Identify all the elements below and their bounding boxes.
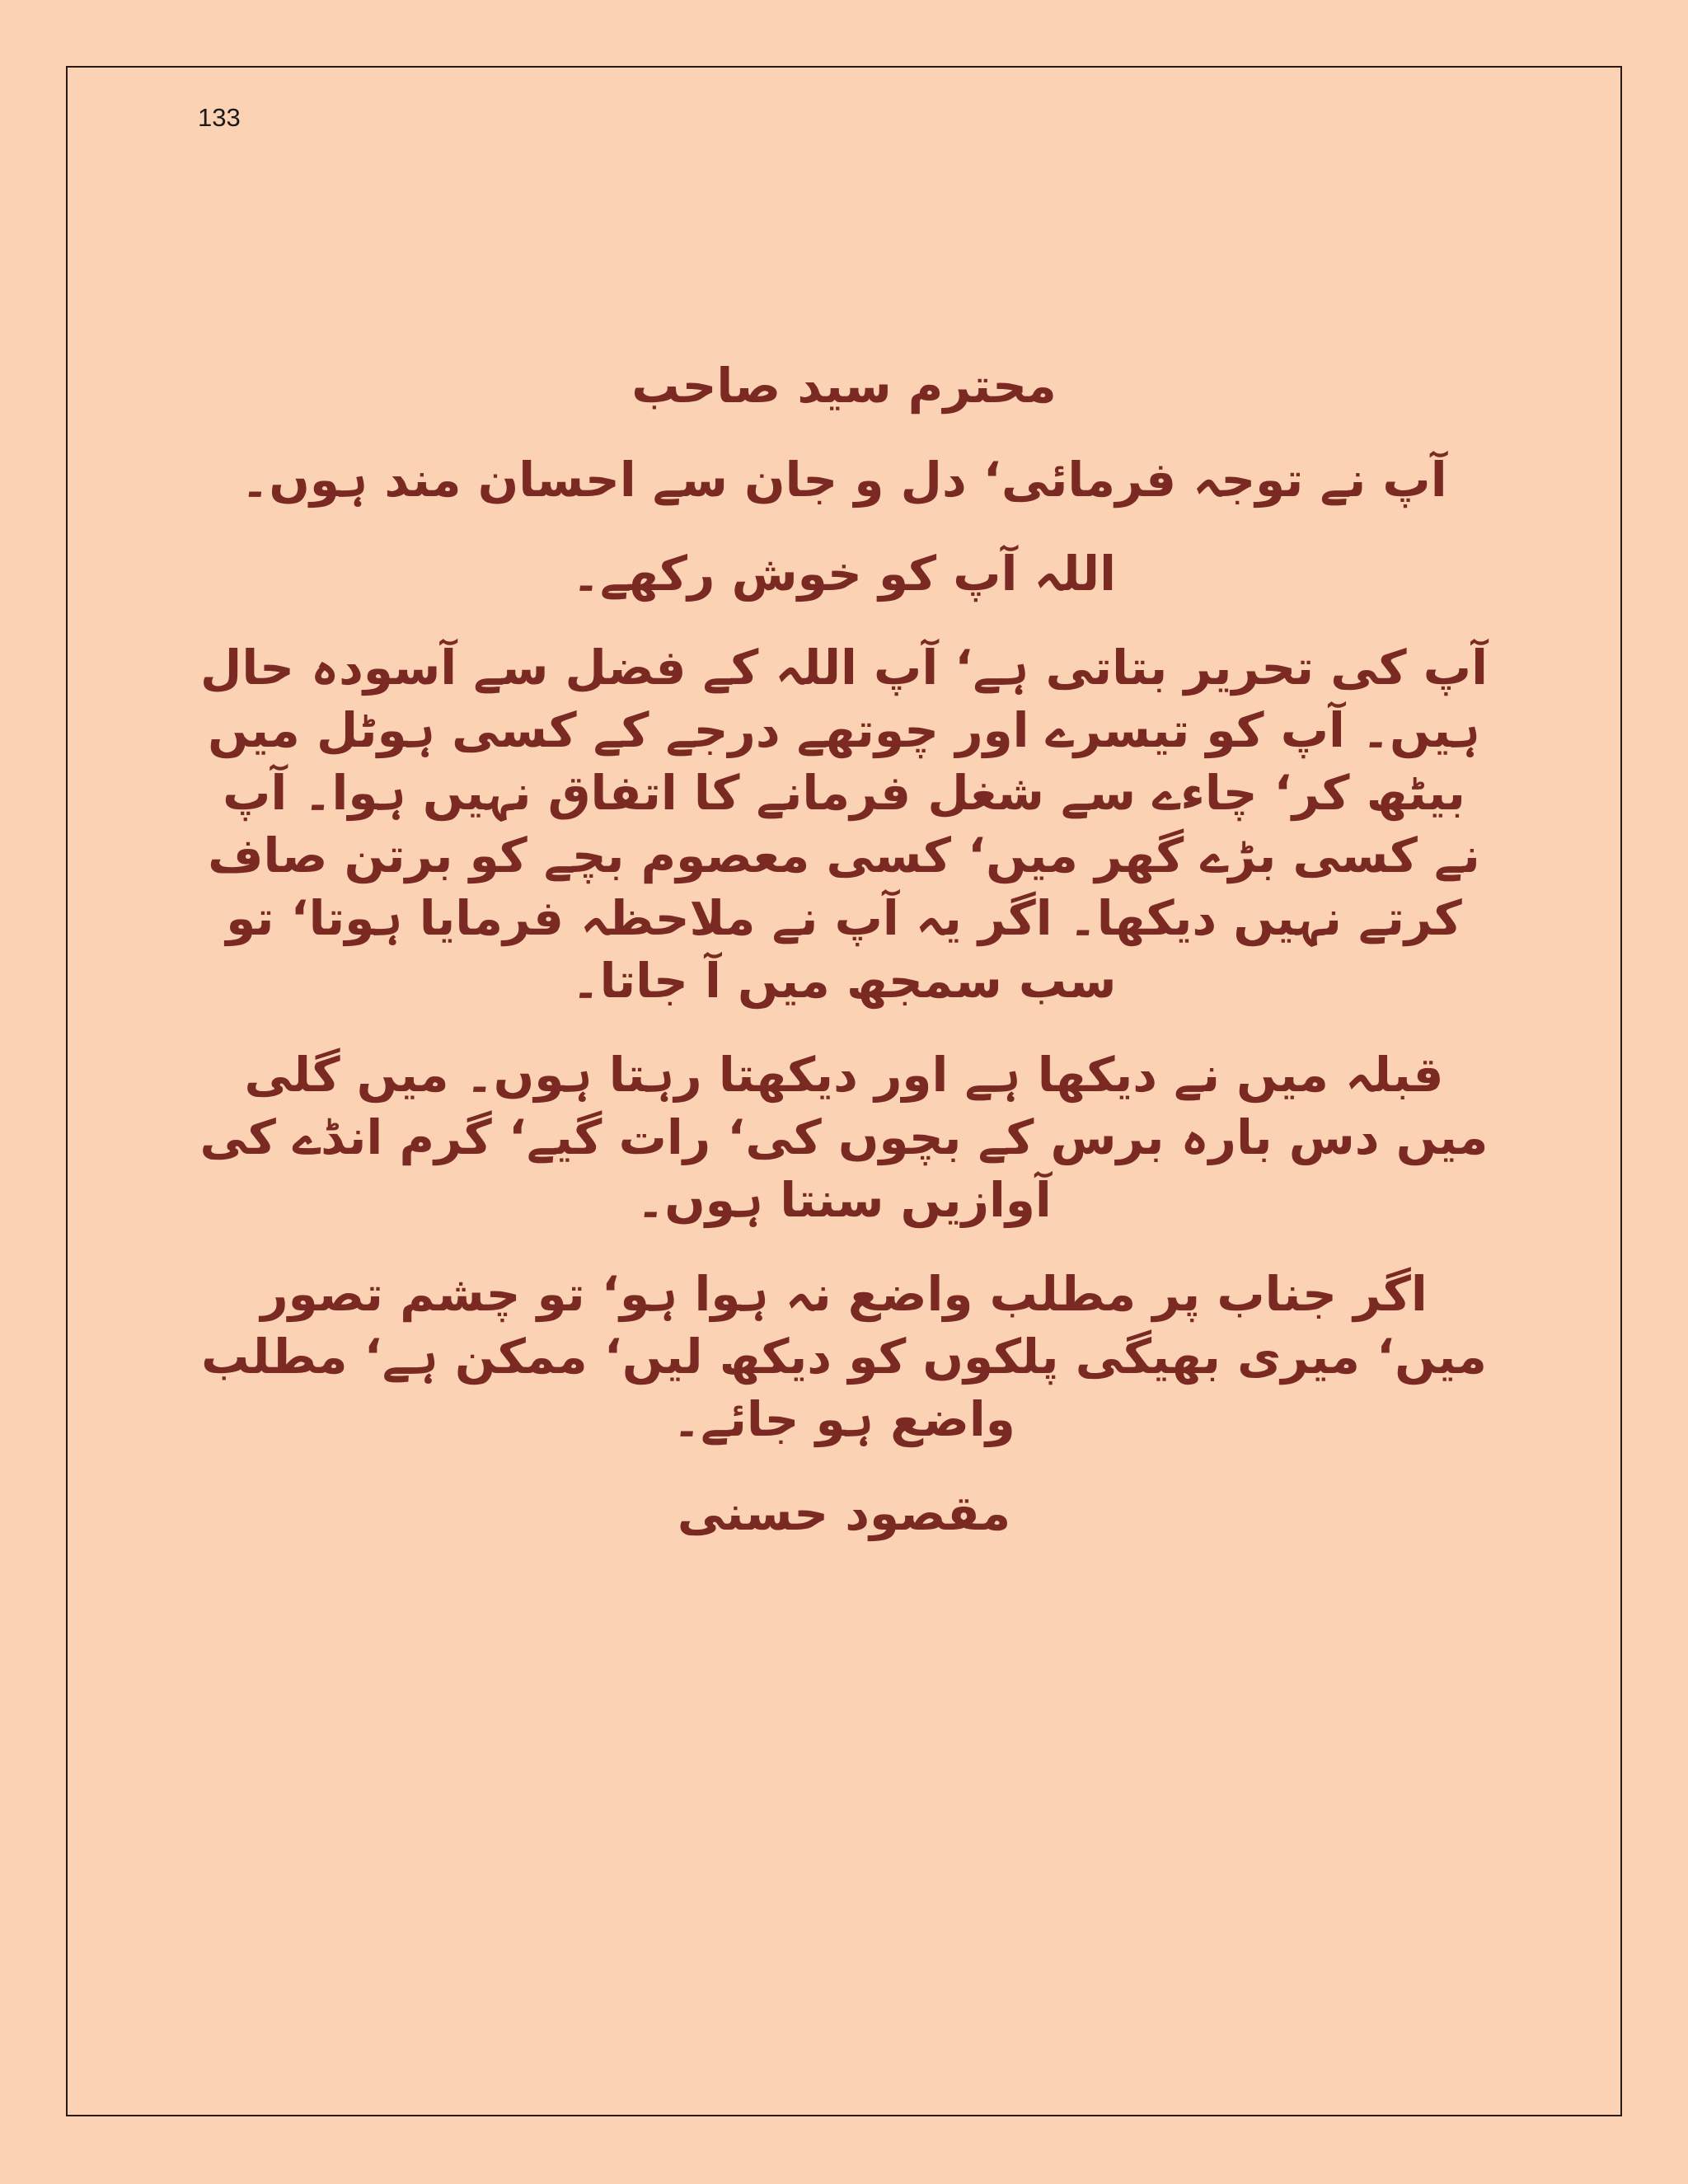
letter-line-1: آپ نے توجہ فرمائی‘ دل و جان سے احسان مند ہوں۔ — [241, 452, 1447, 508]
page-number: 133 — [198, 103, 241, 132]
letter-line-2: اللہ آپ کو خوش رکھے۔ — [572, 546, 1116, 602]
letter-salutation: محترم سید صاحب — [631, 358, 1057, 414]
letter-paragraph-3: اگر جناب پر مطلب واضع نہ ہوا ہو‘ تو چشم تصور میں‘ میری بھیگی پلکوں کو دیکھ لیں‘ ممکن ہے‘ مطلب واضع ہو جائے۔ — [201, 1266, 1487, 1447]
letter-signature: مقصود حسنی — [677, 1485, 1011, 1541]
letter-body — [198, 354, 1490, 1544]
letter-paragraph-1: آپ کی تحریر بتاتی ہے‘ آپ اللہ کے فضل سے آسودہ حال ہیں۔ آپ کو تیسرے اور چوتھے درجے کے کسی ہوٹل میں بیٹھ کر‘ چاءے سے شغل فرمانے کا اتفاق نہیں ہوا۔ آپ نے کسی بڑے گھر میں‘ کسی معصوم بچے کو برتن صاف کرتے نہیں دیکھا۔ اگر یہ آپ نے ملاحظہ فرمایا ہوتا‘ تو سب سمجھ میں آ جاتا۔ — [200, 640, 1488, 1009]
letter-paragraph-2: قبلہ میں نے دیکھا ہے اور دیکھتا رہتا ہوں۔ میں گلی میں دس بارہ برس کے بچوں کی‘ رات گیے‘ گرم انڈے کی آوازیں سنتا ہوں۔ — [199, 1047, 1489, 1228]
